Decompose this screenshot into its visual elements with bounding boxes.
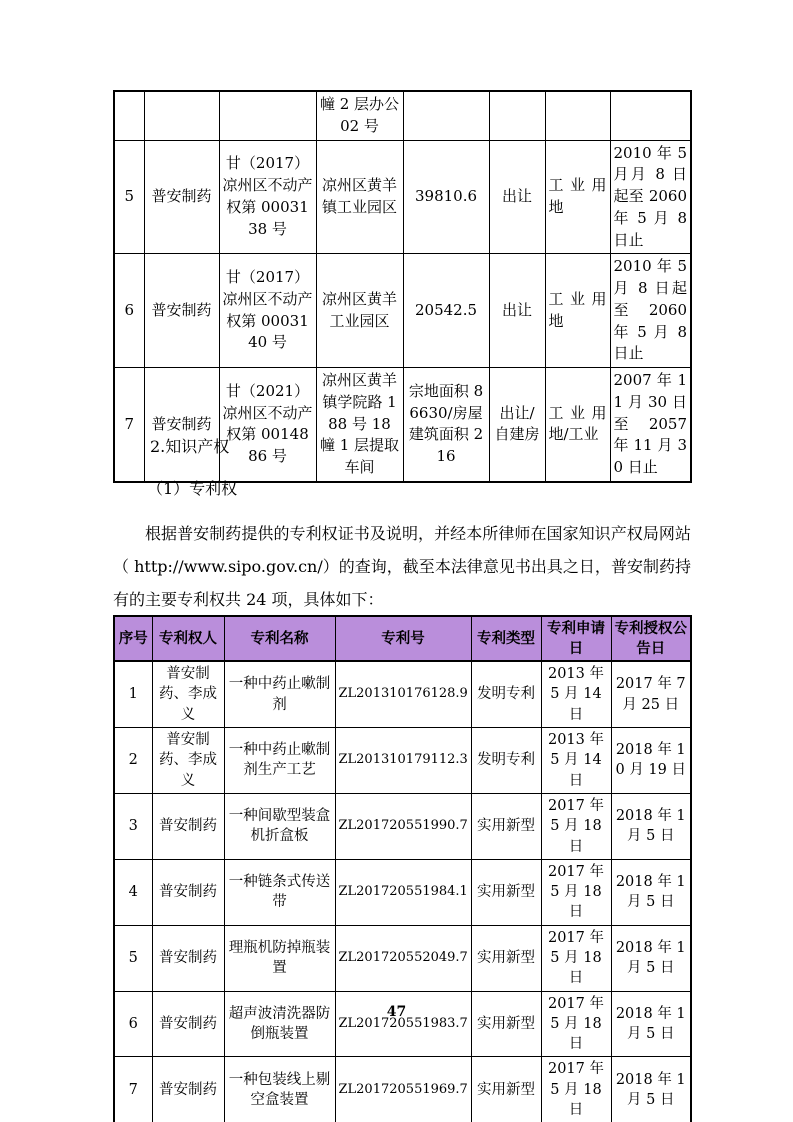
area-cell: 宗地面积 86630/房屋建筑面积 216	[403, 368, 489, 482]
patentee-cell: 普安制药	[152, 1057, 224, 1122]
patent-row	[114, 1057, 691, 1122]
apply-date-cell: 2017 年 5 月 18 日	[541, 1057, 611, 1122]
header-patent-type: 专利类型	[471, 616, 541, 661]
seq-cell: 4	[114, 859, 152, 925]
seq-cell: 6	[114, 254, 144, 368]
apply-date-cell: 2017 年 5 月 18 日	[541, 991, 611, 1057]
location-cell: 凉州区黄羊镇学院路 188 号 18 幢 1 层提取车间	[316, 368, 403, 482]
property-row-continued	[114, 91, 691, 140]
patent-row	[114, 925, 691, 991]
patent-name-cell: 一种包装线上剔空盒装置	[224, 1057, 335, 1122]
body-paragraph: 根据普安制药提供的专利权证书及说明，并经本所律师在国家知识产权局网站（ http://www.sipo.gov.cn/）的查询，截至本法律意见书出具之日，普安制药持有的主要专利权共 24 项，具体如下：	[113, 524, 691, 609]
grant-type-cell: 出让	[489, 140, 545, 254]
patent-no-cell: ZL201720551969.7	[335, 1057, 471, 1122]
patent-no-cell: ZL201720551983.7	[335, 991, 471, 1057]
seq-cell: 7	[114, 368, 144, 482]
patentee-cell: 普安制药、李成义	[152, 728, 224, 794]
apply-date-cell: 2017 年 5 月 18 日	[541, 925, 611, 991]
patent-no-cell: ZL201310176128.9	[335, 661, 471, 727]
patent-no-cell: ZL201720551990.7	[335, 793, 471, 859]
location-cell: 凉州区黄羊镇工业园区	[316, 140, 403, 254]
grant-date-cell: 2018 年 1 月 5 日	[611, 925, 691, 991]
area-cell: 20542.5	[403, 254, 489, 368]
patentee-cell: 普安制药	[152, 793, 224, 859]
term-cell: 2010 年 5 月 8 日起至 2060 年 5 月 8 日止	[610, 254, 691, 368]
patent-type-cell: 发明专利	[471, 661, 541, 727]
patentee-cell: 普安制药	[152, 991, 224, 1057]
patent-type-cell: 发明专利	[471, 728, 541, 794]
header-patent-no: 专利号	[335, 616, 471, 661]
patent-type-cell: 实用新型	[471, 925, 541, 991]
term-cell: 2007 年 11 月 30 日至 2057 年 11 月 30 日止	[610, 368, 691, 482]
grant-date-cell: 2017 年 7 月 25 日	[611, 661, 691, 727]
patentee-cell: 普安制药	[152, 925, 224, 991]
patentee-cell: 普安制药	[152, 859, 224, 925]
area-cell: 39810.6	[403, 140, 489, 254]
seq-cell: 7	[114, 1057, 152, 1122]
apply-date-cell: 2017 年 5 月 18 日	[541, 859, 611, 925]
patent-row	[114, 661, 691, 727]
patent-no-cell: ZL201310179112.3	[335, 728, 471, 794]
grant-type-cell: 出让	[489, 254, 545, 368]
property-row	[114, 254, 691, 368]
patent-name-cell: 一种中药止嗽制剂生产工艺	[224, 728, 335, 794]
owner-cell: 普安制药	[144, 140, 219, 254]
patent-table-header-row	[114, 616, 691, 661]
land-use-cell: 工业用地/工业	[545, 368, 610, 482]
grant-type-cell	[489, 91, 545, 140]
patentee-cell: 普安制药、李成义	[152, 661, 224, 727]
land-use-cell: 工业用地	[545, 254, 610, 368]
location-cell: 凉州区黄羊工业园区	[316, 254, 403, 368]
term-cell	[610, 91, 691, 140]
patent-name-cell: 理瓶机防掉瓶装置	[224, 925, 335, 991]
term-cell: 2010 年 5 月月 8 日起至 2060 年 5 月 8 日止	[610, 140, 691, 254]
patent-name-cell: 超声波清洗器防倒瓶装置	[224, 991, 335, 1057]
area-cell	[403, 91, 489, 140]
owner-cell: 普安制药	[144, 254, 219, 368]
cert-no-cell: 甘（2017）凉州区不动产权第 0003140 号	[219, 254, 316, 368]
cert-no-cell: 甘（2017）凉州区不动产权第 0003138 号	[219, 140, 316, 254]
cert-no-cell	[219, 91, 316, 140]
location-cell: 幢 2 层办公 02 号	[316, 91, 403, 140]
patent-row	[114, 793, 691, 859]
property-row	[114, 368, 691, 482]
seq-cell: 3	[114, 793, 152, 859]
section-heading: 2.知识产权	[150, 437, 230, 456]
seq-cell	[114, 91, 144, 140]
grant-date-cell: 2018 年 10 月 19 日	[611, 728, 691, 794]
patent-name-cell: 一种间歇型装盒机折盒板	[224, 793, 335, 859]
header-patent-name: 专利名称	[224, 616, 335, 661]
apply-date-cell: 2017 年 5 月 18 日	[541, 793, 611, 859]
owner-cell: 普安制药	[144, 368, 219, 482]
patent-row	[114, 991, 691, 1057]
grant-type-cell: 出让/自建房	[489, 368, 545, 482]
header-apply-date: 专利申请日	[541, 616, 611, 661]
header-grant-date: 专利授权公告日	[611, 616, 691, 661]
patent-row	[114, 859, 691, 925]
grant-date-cell: 2018 年 1 月 5 日	[611, 859, 691, 925]
property-table	[113, 90, 692, 483]
land-use-cell	[545, 91, 610, 140]
patent-table	[113, 615, 692, 1122]
land-use-cell: 工业用地	[545, 140, 610, 254]
apply-date-cell: 2013 年 5 月 14 日	[541, 728, 611, 794]
cert-no-cell: 甘（2021）凉州区不动产权第 0014886 号	[219, 368, 316, 482]
seq-cell: 2	[114, 728, 152, 794]
property-row	[114, 140, 691, 254]
grant-date-cell: 2018 年 1 月 5 日	[611, 1057, 691, 1122]
header-patentee: 专利权人	[152, 616, 224, 661]
patent-type-cell: 实用新型	[471, 793, 541, 859]
subsection-heading: （1）专利权	[147, 479, 238, 498]
grant-date-cell: 2018 年 1 月 5 日	[611, 793, 691, 859]
seq-cell: 6	[114, 991, 152, 1057]
seq-cell: 1	[114, 661, 152, 727]
patent-type-cell: 实用新型	[471, 859, 541, 925]
patent-name-cell: 一种中药止嗽制剂	[224, 661, 335, 727]
patent-row	[114, 728, 691, 794]
patent-type-cell: 实用新型	[471, 991, 541, 1057]
apply-date-cell: 2013 年 5 月 14 日	[541, 661, 611, 727]
seq-cell: 5	[114, 140, 144, 254]
patent-type-cell: 实用新型	[471, 1057, 541, 1122]
page-number: 47	[386, 1004, 407, 1020]
header-seq: 序号	[114, 616, 152, 661]
patent-no-cell: ZL201720551984.1	[335, 859, 471, 925]
grant-date-cell: 2018 年 1 月 5 日	[611, 991, 691, 1057]
patent-no-cell: ZL201720552049.7	[335, 925, 471, 991]
owner-cell	[144, 91, 219, 140]
patent-name-cell: 一种链条式传送带	[224, 859, 335, 925]
seq-cell: 5	[114, 925, 152, 991]
